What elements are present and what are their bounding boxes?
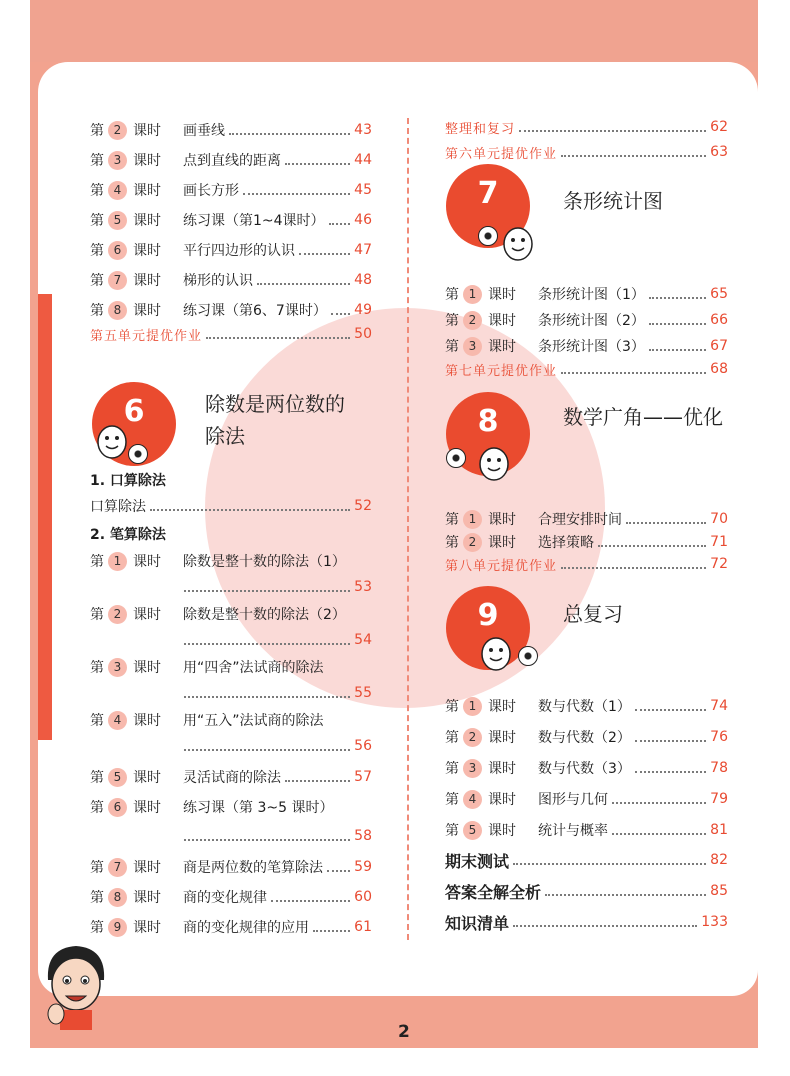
lesson-number-badge: 3 [463,759,482,778]
page-ref: 65 [710,286,728,302]
leader-dots [184,643,350,645]
lesson-prefix: 第 [90,660,104,676]
leader-dots [519,130,706,132]
lesson-row[interactable] [445,507,728,531]
leader-dots [299,253,350,255]
page-ref: 81 [710,822,728,838]
lesson-title: 练习课（第1~4课时） [183,213,325,229]
page-ref: 67 [710,338,728,354]
lesson-leader [180,735,372,757]
lesson-suffix: 课时 [488,313,516,329]
lesson-row[interactable] [90,708,372,732]
lesson-suffix: 课时 [133,660,161,676]
lesson-leader [180,576,372,598]
lesson-suffix: 课时 [133,123,161,139]
page-ref: 57 [354,769,372,785]
lesson-suffix: 课时 [488,512,516,528]
lesson-title: 条形统计图（3） [538,339,645,355]
boy-mascot-icon [40,940,112,1030]
review-row[interactable] [445,115,728,139]
lesson-suffix: 课时 [133,213,161,229]
page-ref: 46 [354,212,372,228]
lesson-row[interactable] [90,148,372,172]
lesson-number-badge: 6 [108,798,127,817]
page-ref: 133 [701,914,728,930]
lesson-suffix: 课时 [488,535,516,551]
page-ref: 56 [354,738,372,754]
leader-dots [313,930,350,932]
lesson-number-badge: 8 [108,888,127,907]
lesson-suffix: 课时 [133,183,161,199]
unit8-homework-title: 第八单元提优作业 [445,558,558,574]
leader-dots [150,509,350,511]
left-edge-tab [38,294,52,740]
lesson-title: 合理安排时间 [538,512,622,528]
unit5-homework-row[interactable] [90,322,372,346]
page-ref: 45 [354,182,372,198]
extra-row[interactable] [445,910,728,934]
lesson-title: 条形统计图（2） [538,313,645,329]
lesson-prefix: 第 [90,303,104,319]
lesson-prefix: 第 [90,273,104,289]
leader-dots [513,863,706,865]
page-ref: 76 [710,729,728,745]
lesson-prefix: 第 [445,512,459,528]
leader-dots [329,223,351,225]
lesson-leader [180,825,372,847]
unit9-number: 9 [477,598,499,633]
leader-dots [184,839,350,841]
lesson-row[interactable] [445,282,728,306]
page-ref: 70 [710,511,728,527]
lesson-number-badge: 2 [108,121,127,140]
lesson-prefix: 第 [90,770,104,786]
page-ref: 60 [354,889,372,905]
lesson-number-badge: 2 [463,311,482,330]
lesson-row[interactable] [445,787,728,811]
page-ref: 85 [710,883,728,899]
lesson-row[interactable] [90,602,372,626]
leader-dots [184,590,350,592]
page-ref: 82 [710,852,728,868]
unit8-homework-row[interactable] [445,552,728,576]
leader-dots [635,771,706,773]
lesson-prefix: 第 [90,860,104,876]
lesson-suffix: 课时 [133,607,161,623]
lesson-suffix: 课时 [133,920,161,936]
leader-dots [626,522,706,524]
lesson-suffix: 课时 [133,554,161,570]
leader-dots [285,780,350,782]
lesson-row[interactable] [90,268,372,292]
page-ref: 61 [354,919,372,935]
lesson-prefix: 第 [445,823,459,839]
lesson-row[interactable] [90,915,372,939]
lesson-leader [180,682,372,704]
lesson-row[interactable] [90,118,372,142]
lesson-prefix: 第 [445,761,459,777]
unit7-homework-row[interactable] [445,357,728,381]
lesson-title: 数与代数（3） [538,761,631,777]
lesson-prefix: 第 [90,183,104,199]
page-ref: 47 [354,242,372,258]
unit6-title-line1: 除数是两位数的 [205,392,345,416]
unit6-title [205,388,345,452]
lesson-suffix: 课时 [488,792,516,808]
leader-dots [635,740,706,742]
leader-dots [561,567,706,569]
soccer-ball-icon [518,646,538,666]
lesson-title: 统计与概率 [538,823,608,839]
leader-dots [331,313,350,315]
lesson-suffix: 课时 [133,800,161,816]
unit7-title: 条形统计图 [563,189,663,213]
lesson-title: 商的变化规律的应用 [183,920,309,936]
lesson-number-badge: 4 [463,790,482,809]
lesson-row[interactable] [90,885,372,909]
lesson-prefix: 第 [445,287,459,303]
lesson-title: 用“五入”法试商的除法 [183,713,324,729]
lesson-leader [180,629,372,651]
unit6-homework-row[interactable] [445,140,728,164]
leader-dots [285,163,350,165]
lesson-suffix: 课时 [488,761,516,777]
leader-dots [243,193,350,195]
lesson-number-badge: 2 [463,728,482,747]
lesson-title: 数与代数（1） [538,699,631,715]
page-ref: 53 [354,579,372,595]
page-ref: 66 [710,312,728,328]
lesson-suffix: 课时 [133,860,161,876]
page-ref: 49 [354,302,372,318]
lesson-number-badge: 5 [108,211,127,230]
lesson-number-badge: 3 [108,151,127,170]
leader-dots [327,870,350,872]
lesson-title: 除数是整十数的除法（1） [183,554,346,570]
oral-division-title: 口算除法 [90,499,146,515]
lesson-row[interactable] [90,208,372,232]
soccer-ball-icon [446,448,466,468]
lesson-prefix: 第 [90,554,104,570]
lesson-number-badge: 3 [463,337,482,356]
lesson-suffix: 课时 [133,713,161,729]
leader-dots [513,925,697,927]
lesson-prefix: 第 [90,153,104,169]
lesson-prefix: 第 [445,730,459,746]
lesson-prefix: 第 [90,607,104,623]
leader-dots [649,323,706,325]
lesson-number-badge: 7 [108,271,127,290]
lesson-title: 平行四边形的认识 [183,243,295,259]
lesson-number-badge: 4 [108,711,127,730]
section-written-division: 2. 笔算除法 [90,527,166,543]
lesson-row[interactable] [445,694,728,718]
page-ref: 48 [354,272,372,288]
leader-dots [561,372,706,374]
extra-title: 知识清单 [445,913,510,933]
lesson-number-badge: 9 [108,918,127,937]
lesson-title: 除数是整十数的除法（2） [183,607,346,623]
leader-dots [649,297,706,299]
leader-dots [184,749,350,751]
leader-dots [206,337,350,339]
unit8-number: 8 [477,404,499,439]
leader-dots [561,155,706,157]
lesson-prefix: 第 [90,920,104,936]
page-ref: 43 [354,122,372,138]
lesson-suffix: 课时 [488,339,516,355]
lesson-prefix: 第 [90,243,104,259]
lesson-number-badge: 5 [463,821,482,840]
lesson-title: 梯形的认识 [183,273,253,289]
unit6-number: 6 [123,394,145,429]
page-ref: 50 [354,326,372,342]
lesson-number-badge: 1 [463,697,482,716]
leader-dots [598,545,706,547]
page-ref: 44 [354,152,372,168]
lesson-prefix: 第 [445,699,459,715]
dinosaur-mascot-icon [500,220,536,264]
leader-dots [612,833,706,835]
lesson-row[interactable] [445,725,728,749]
lesson-suffix: 课时 [488,730,516,746]
lesson-number-badge: 3 [108,658,127,677]
oral-division-row[interactable] [90,494,372,518]
lesson-suffix: 课时 [133,770,161,786]
lesson-prefix: 第 [90,213,104,229]
leader-dots [635,709,706,711]
lesson-row[interactable] [90,178,372,202]
lesson-row[interactable] [90,765,372,789]
lesson-title: 条形统计图（1） [538,287,645,303]
lesson-number-badge: 7 [108,858,127,877]
unit9-title: 总复习 [563,602,623,626]
lesson-number-badge: 2 [463,533,482,552]
page-ref: 79 [710,791,728,807]
section-oral-division: 1. 口算除法 [90,473,166,489]
page-ref: 63 [710,144,728,160]
lesson-number-badge: 1 [463,285,482,304]
leader-dots [545,894,706,896]
page-ref: 68 [710,361,728,377]
lesson-row[interactable] [445,308,728,332]
leader-dots [257,283,350,285]
lesson-title: 商是两位数的笔算除法 [183,860,323,876]
leader-dots [229,133,350,135]
lesson-number-badge: 5 [108,768,127,787]
page-ref: 71 [710,534,728,550]
page-ref: 78 [710,760,728,776]
page-ref: 59 [354,859,372,875]
leader-dots [612,802,706,804]
review-title: 整理和复习 [445,121,516,137]
page-ref: 72 [710,556,728,572]
lesson-suffix: 课时 [133,303,161,319]
page-ref: 74 [710,698,728,714]
lesson-row[interactable] [90,795,372,819]
dinosaur-mascot-icon [478,630,514,674]
unit6-title-line2: 除法 [205,424,245,448]
leader-dots [184,696,350,698]
extra-row[interactable] [445,848,728,872]
unit7-homework-title: 第七单元提优作业 [445,363,558,379]
lesson-number-badge: 4 [108,181,127,200]
lesson-prefix: 第 [90,123,104,139]
lesson-title: 画垂线 [183,123,225,139]
extra-row[interactable] [445,879,728,903]
lesson-title: 数与代数（2） [538,730,631,746]
page-ref: 62 [710,119,728,135]
page-ref: 55 [354,685,372,701]
column-divider [407,118,409,940]
lesson-title: 选择策略 [538,535,594,551]
lesson-row[interactable] [90,855,372,879]
lesson-number-badge: 8 [108,301,127,320]
unit8-title: 数学广角——优化 [563,405,723,429]
lesson-number-badge: 1 [463,510,482,529]
top-strip [30,0,758,62]
lesson-prefix: 第 [90,890,104,906]
leader-dots [649,349,706,351]
extra-title: 期末测试 [445,851,510,871]
lesson-title: 点到直线的距离 [183,153,281,169]
unit5-homework-title: 第五单元提优作业 [90,328,203,344]
soccer-ball-icon [128,444,148,464]
lesson-prefix: 第 [445,313,459,329]
unit7-number: 7 [477,176,499,211]
lesson-title: 练习课（第 3~5 课时） [183,800,334,816]
lesson-row[interactable] [90,549,372,573]
lesson-suffix: 课时 [488,699,516,715]
lesson-prefix: 第 [90,800,104,816]
lesson-suffix: 课时 [488,823,516,839]
extra-title: 答案全解全析 [445,882,542,902]
leader-dots [271,900,350,902]
lesson-title: 图形与几何 [538,792,608,808]
dinosaur-mascot-icon [476,440,512,484]
lesson-row[interactable] [445,334,728,358]
lesson-title: 用“四舍”法试商的除法 [183,660,324,676]
lesson-row[interactable] [90,298,372,322]
lesson-prefix: 第 [445,792,459,808]
lesson-title: 练习课（第6、7课时） [183,303,327,319]
lesson-prefix: 第 [445,339,459,355]
lesson-row[interactable] [90,238,372,262]
lesson-title: 灵活试商的除法 [183,770,281,786]
lesson-suffix: 课时 [133,243,161,259]
unit6-homework-title: 第六单元提优作业 [445,146,558,162]
page-ref: 52 [354,498,372,514]
lesson-title: 画长方形 [183,183,239,199]
lesson-row[interactable] [445,818,728,842]
lesson-row[interactable] [445,530,728,554]
lesson-prefix: 第 [90,713,104,729]
lesson-suffix: 课时 [133,890,161,906]
soccer-ball-icon [478,226,498,246]
lesson-title: 商的变化规律 [183,890,267,906]
lesson-number-badge: 6 [108,241,127,260]
dinosaur-mascot-icon [94,416,130,460]
lesson-suffix: 课时 [133,273,161,289]
lesson-suffix: 课时 [133,153,161,169]
page-ref: 58 [354,828,372,844]
lesson-number-badge: 2 [108,605,127,624]
lesson-row[interactable] [445,756,728,780]
page-ref: 54 [354,632,372,648]
lesson-prefix: 第 [445,535,459,551]
lesson-number-badge: 1 [108,552,127,571]
lesson-row[interactable] [90,655,372,679]
page-number: 2 [398,1022,410,1042]
lesson-suffix: 课时 [488,287,516,303]
